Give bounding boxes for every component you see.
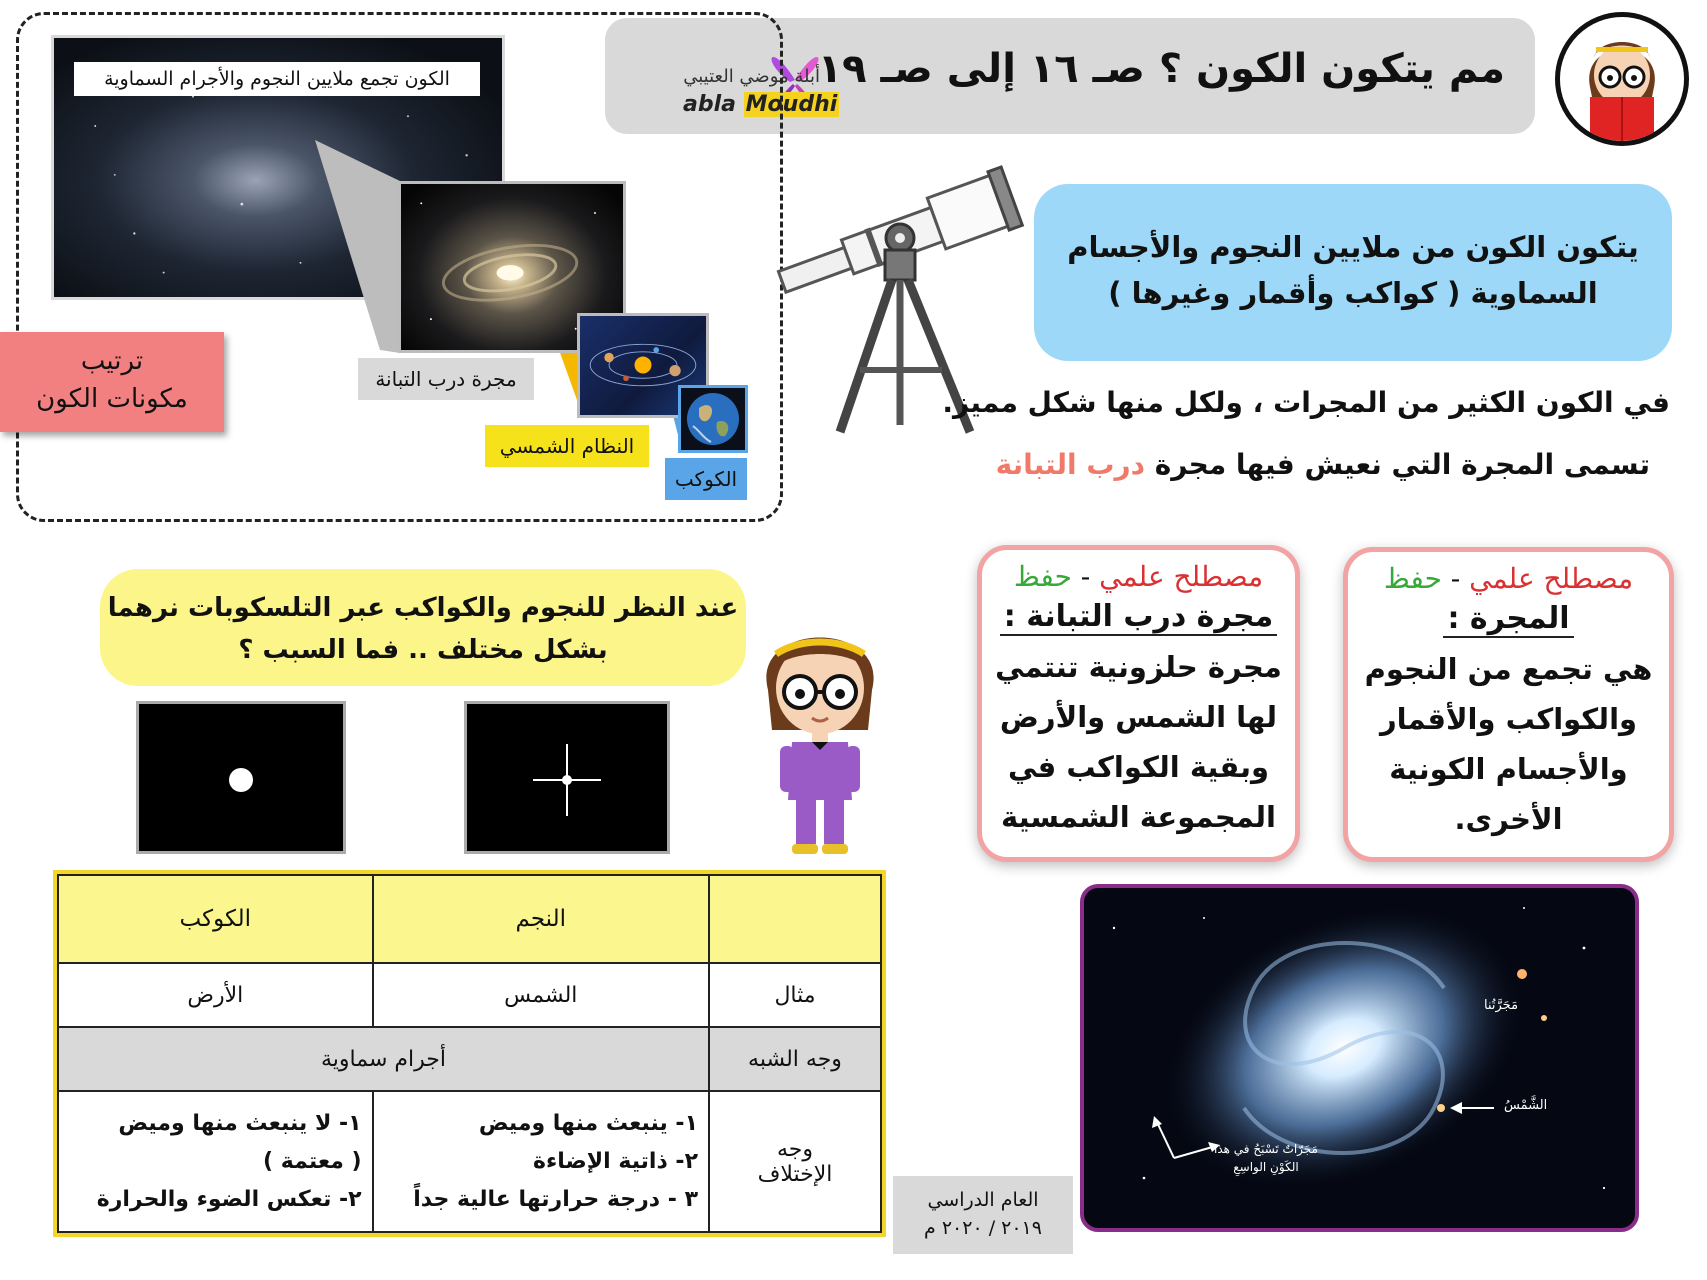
question-box bbox=[100, 569, 746, 686]
row-label-difference: وجه الإختلاف bbox=[709, 1091, 881, 1232]
question-line-1: عند النظر للنجوم والكواكب عبر التلسكوبات نرهما bbox=[107, 593, 739, 623]
cell-planet-differences: ١- لا ينبعث منها وميض ( معتمة ) ٢- تعكس الضوء والحرارة bbox=[58, 1091, 373, 1232]
cell-similarity: أجرام سماوية bbox=[58, 1027, 709, 1091]
label-milky-way: مجرة درب التبانة bbox=[358, 358, 534, 400]
fact-line-1: يتكون الكون من ملايين النجوم والأجسام bbox=[1067, 230, 1639, 264]
star-planet-comparison-table bbox=[53, 870, 886, 1237]
logo-arabic-text: أبلة موضي العتيبي bbox=[683, 66, 820, 87]
term-definition: مجرة حلزونية تنتمي لها الشمس والأرض وبقية الكواكب في المجموعة الشمسية bbox=[995, 650, 1282, 834]
term-definition: هي تجمع من النجوم والكواكب والأقمار والأجسام الكونية الأخرى. bbox=[1364, 652, 1653, 836]
term-word: المجرة : bbox=[1443, 601, 1573, 638]
spiral-galaxy-picture bbox=[1080, 884, 1639, 1232]
arrange-line-2: مكونات الكون bbox=[36, 384, 188, 414]
table-header-planet: الكوكب bbox=[58, 875, 373, 963]
cell-example-planet: الأرض bbox=[58, 963, 373, 1027]
term-heading: مصطلح علمي - حفظ bbox=[1383, 562, 1634, 595]
term-word: مجرة درب التبانة : bbox=[1000, 599, 1277, 636]
earth-photo bbox=[678, 385, 748, 453]
label-solar-system: النظام الشمسي bbox=[485, 425, 649, 467]
logo-english-text: abla Moudhi bbox=[683, 92, 838, 117]
girl-character-icon bbox=[740, 610, 900, 860]
label-planet: الكوكب bbox=[665, 458, 747, 500]
galaxies-sentence: في الكون الكثير من المجرات ، ولكل منها شكل مميز. bbox=[942, 386, 1670, 419]
label-our-galaxy: مَجَرَّتُنا bbox=[1484, 998, 1519, 1013]
label-sun: الشَّمْسُ bbox=[1504, 1098, 1548, 1113]
avatar bbox=[1555, 12, 1689, 146]
term-card-milky-way bbox=[977, 545, 1300, 862]
cell-example-star: الشمس bbox=[373, 963, 709, 1027]
planet-telescope-view bbox=[136, 701, 346, 854]
row-label-example: مثال bbox=[709, 963, 881, 1027]
term-heading: مصطلح علمي - حفظ bbox=[1013, 560, 1264, 593]
arrange-line-1: ترتيب bbox=[80, 346, 144, 376]
term-card-galaxy bbox=[1343, 547, 1674, 862]
page-title: مم يتكون الكون ؟ صـ ١٦ إلى صـ ١٩ bbox=[817, 46, 1505, 92]
table-header-empty bbox=[709, 875, 881, 963]
label-galaxies-swim: مَجَرّاتٌ تَسْبَحُ في هذا الكَوْنِ الواسِعِ bbox=[1214, 1142, 1318, 1174]
question-line-2: بشكل مختلف .. فما السبب ؟ bbox=[238, 635, 608, 665]
cell-star-differences: ١- ينبعث منها وميض ٢- ذاتية الإضاءة ٣ - درجة حرارتها عالية جداً bbox=[373, 1091, 709, 1232]
star-telescope-view bbox=[464, 701, 670, 854]
row-label-similarity: وجه الشبه bbox=[709, 1027, 881, 1091]
year-value: ٢٠١٩ / ٢٠٢٠ م bbox=[924, 1217, 1042, 1239]
fact-line-2: السماوية ( كواكب وأقمار وغيرها ) bbox=[1108, 276, 1598, 310]
universe-caption: الكون تجمع ملايين النجوم والأجرام السماوية bbox=[74, 62, 480, 96]
arrange-components-box bbox=[0, 332, 224, 432]
year-label: العام الدراسي bbox=[927, 1189, 1039, 1211]
universe-fact-box bbox=[1034, 184, 1672, 361]
academic-year-box bbox=[893, 1176, 1073, 1254]
milky-way-name: درب التبانة bbox=[995, 448, 1145, 481]
table-header-star: النجم bbox=[373, 875, 709, 963]
milky-way-sentence: تسمى المجرة التي نعيش فيها مجرة درب التبانة bbox=[995, 448, 1650, 481]
